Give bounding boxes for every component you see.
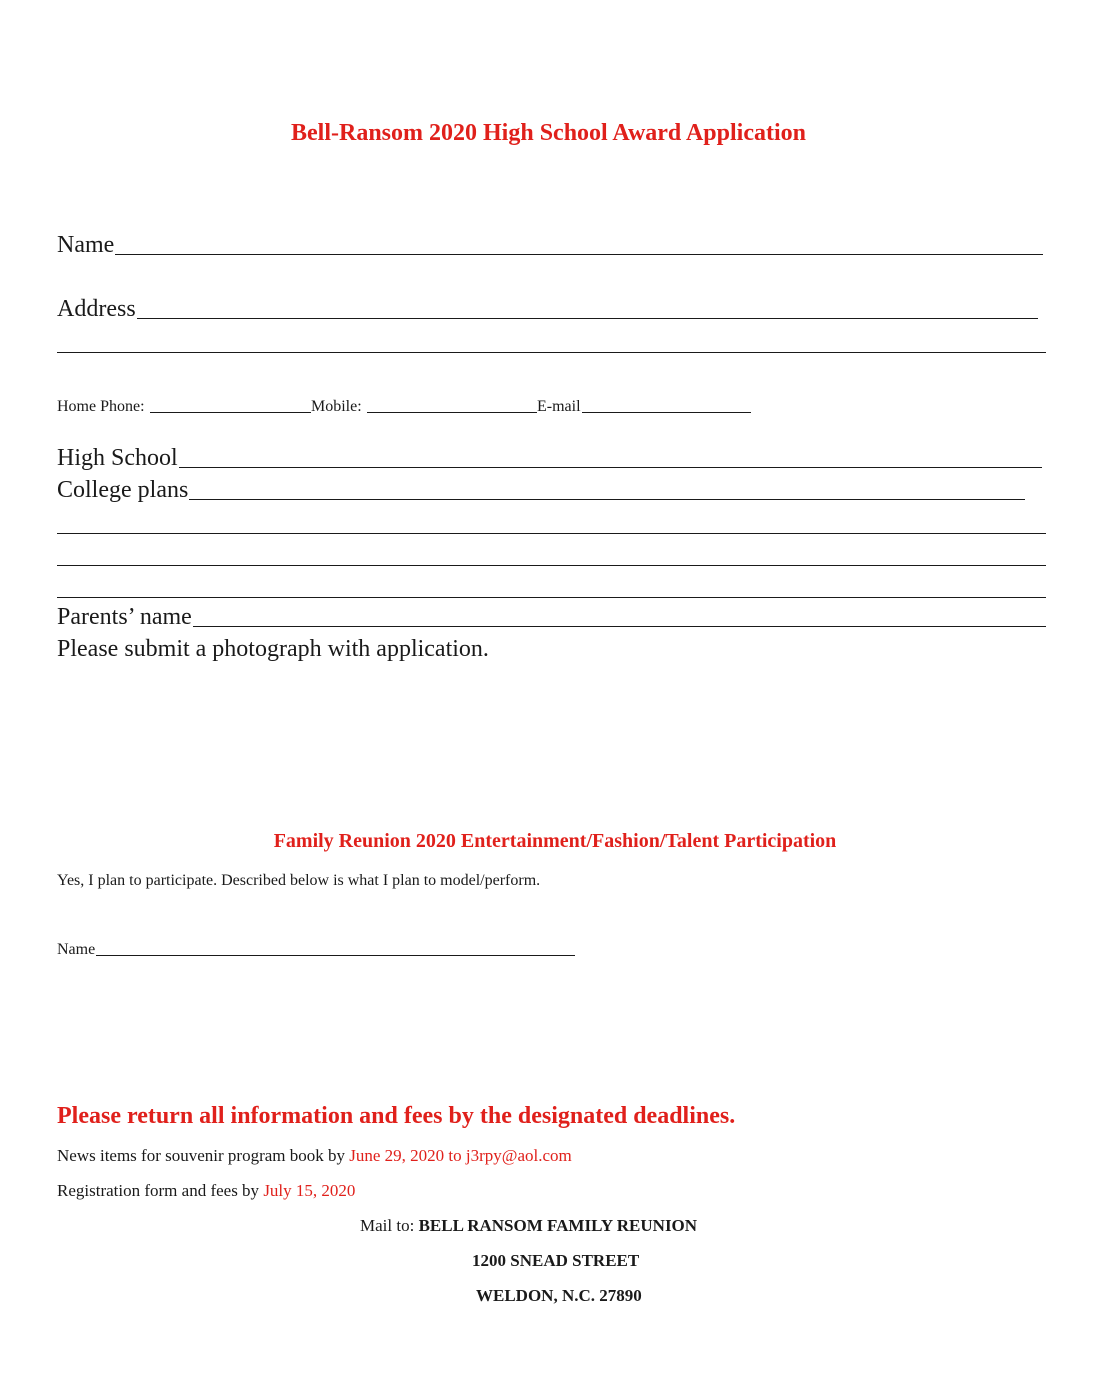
email-field[interactable] <box>537 398 751 416</box>
participant-name-label: Name <box>57 941 96 958</box>
parents-name-field[interactable] <box>57 604 1046 631</box>
name-line[interactable] <box>115 254 1043 255</box>
registration-line <box>57 1181 355 1201</box>
college-plans-label: College plans <box>57 477 189 503</box>
name-field[interactable] <box>57 232 1043 259</box>
email-line[interactable] <box>582 412 751 413</box>
mail-street: 1200 SNEAD STREET <box>472 1251 640 1270</box>
mail-to-label: Mail to: <box>360 1216 419 1235</box>
high-school-line[interactable] <box>179 467 1042 468</box>
address-line-2[interactable] <box>57 352 1046 353</box>
high-school-label: High School <box>57 445 178 471</box>
college-plans-line[interactable] <box>189 499 1025 500</box>
mobile-line[interactable] <box>367 412 537 413</box>
photo-note: Please submit a photograph with application. <box>57 636 489 662</box>
participant-name-field[interactable] <box>57 941 575 959</box>
email-label: E-mail <box>537 398 581 415</box>
address-label: Address <box>57 296 136 322</box>
participation-title: Family Reunion 2020 Entertainment/Fashion/Talent Participation <box>273 830 837 852</box>
registration-date: July 15, 2020 <box>263 1181 356 1200</box>
mobile-field[interactable] <box>311 398 537 416</box>
deadlines-heading: Please return all information and fees by the designated deadlines. <box>57 1103 736 1129</box>
news-items-line <box>57 1146 572 1166</box>
parents-name-line[interactable] <box>193 626 1046 627</box>
high-school-field[interactable] <box>57 445 1042 472</box>
home-phone-label: Home Phone: <box>57 398 145 415</box>
name-label: Name <box>57 232 115 258</box>
parents-name-label: Parents’ name <box>57 604 192 630</box>
registration-text: Registration form and fees by <box>57 1181 264 1200</box>
mail-city: WELDON, N.C. 27890 <box>476 1286 642 1305</box>
college-plans-line-3[interactable] <box>57 565 1046 566</box>
mobile-label: Mobile: <box>311 398 362 415</box>
award-title: Bell-Ransom 2020 High School Award Application <box>291 120 806 146</box>
college-plans-line-2[interactable] <box>57 533 1046 534</box>
college-plans-field[interactable] <box>57 477 1025 504</box>
home-phone-line[interactable] <box>150 412 311 413</box>
address-field[interactable] <box>57 296 1038 323</box>
participation-statement: Yes, I plan to participate. Described below is what I plan to model/perform. <box>57 872 541 889</box>
participant-name-line[interactable] <box>96 955 575 956</box>
college-plans-line-4[interactable] <box>57 597 1046 598</box>
mail-to-line <box>360 1216 697 1236</box>
news-items-text: News items for souvenir program book by <box>57 1146 350 1165</box>
address-line[interactable] <box>137 318 1038 319</box>
news-items-date: June 29, 2020 to j3rpy@aol.com <box>349 1146 572 1165</box>
mail-recipient: BELL RANSOM FAMILY REUNION <box>418 1216 698 1235</box>
home-phone-field[interactable] <box>57 398 311 416</box>
